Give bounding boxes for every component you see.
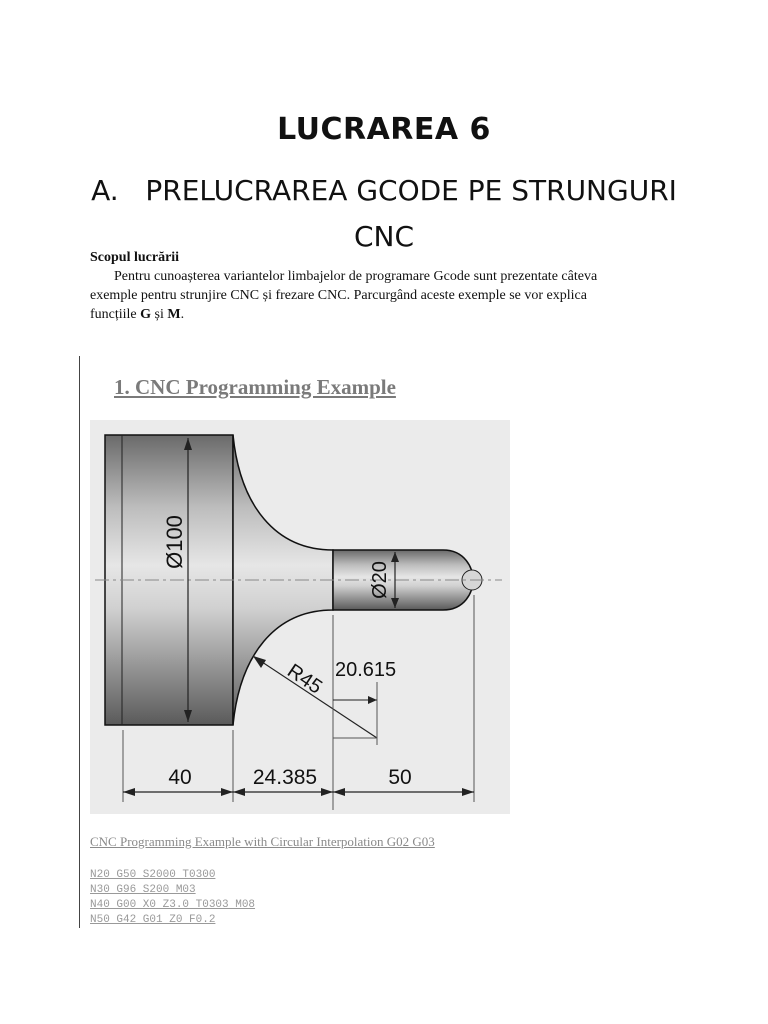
gcode-line[interactable]: N40 G00 X0 Z3.0 T0303 M08 <box>90 899 256 911</box>
document-title: LUCRAREA 6 <box>277 112 491 147</box>
m-function: M <box>167 307 181 322</box>
label-offset: 20.615 <box>335 659 397 681</box>
label-d20: Ø20 <box>369 561 391 599</box>
subtitle-line-2: CNC <box>353 220 415 253</box>
scope-line-3: funcțiile <box>90 307 141 322</box>
figure-caption[interactable]: CNC Programming Example with Circular Interpolation G02 G03 <box>90 834 435 849</box>
label-50: 50 <box>388 766 412 789</box>
arrow-icon <box>321 788 333 796</box>
gcode-listing <box>90 868 255 928</box>
scope-paragraph <box>90 267 650 324</box>
gcode-line[interactable]: N30 G96 S200 M03 <box>90 884 196 896</box>
gcode-line[interactable]: N20 G50 S2000 T0300 <box>90 869 216 881</box>
label-24385: 24.385 <box>252 766 318 789</box>
label-d100: Ø100 <box>162 515 187 569</box>
arrow-icon <box>253 656 266 668</box>
drawing-svg <box>90 420 510 814</box>
scope-line-3-mid: și <box>151 307 168 322</box>
arrow-icon <box>233 788 245 796</box>
scope-heading: Scopul lucrării <box>90 250 180 265</box>
margin-rule <box>79 356 80 928</box>
gcode-line[interactable]: N50 G42 G01 Z0 F0.2 <box>90 914 216 926</box>
label-40: 40 <box>168 766 192 789</box>
g-function: G <box>140 307 152 322</box>
arrow-icon <box>221 788 233 796</box>
scope-line-1: Pentru cunoașterea variantelor limbajelor de programare Gcode sunt prezentate câteva <box>114 269 598 284</box>
document-subtitle <box>0 168 768 260</box>
arrow-icon <box>333 788 345 796</box>
arrow-icon <box>123 788 135 796</box>
arrow-icon <box>368 696 377 704</box>
arrow-icon <box>462 788 474 796</box>
lathe-part-drawing <box>90 420 510 814</box>
scope-line-3-end: . <box>180 307 185 322</box>
label-r45: R45 <box>283 659 326 699</box>
subtitle-line-1: A. PRELUCRAREA GCODE PE STRUNGURI <box>91 174 677 207</box>
scope-line-2: exemple pentru strunjire CNC și frezare CNC. Parcurgând aceste exemple se vor explica <box>90 288 587 303</box>
section-heading[interactable]: 1. CNC Programming Example <box>114 375 396 399</box>
